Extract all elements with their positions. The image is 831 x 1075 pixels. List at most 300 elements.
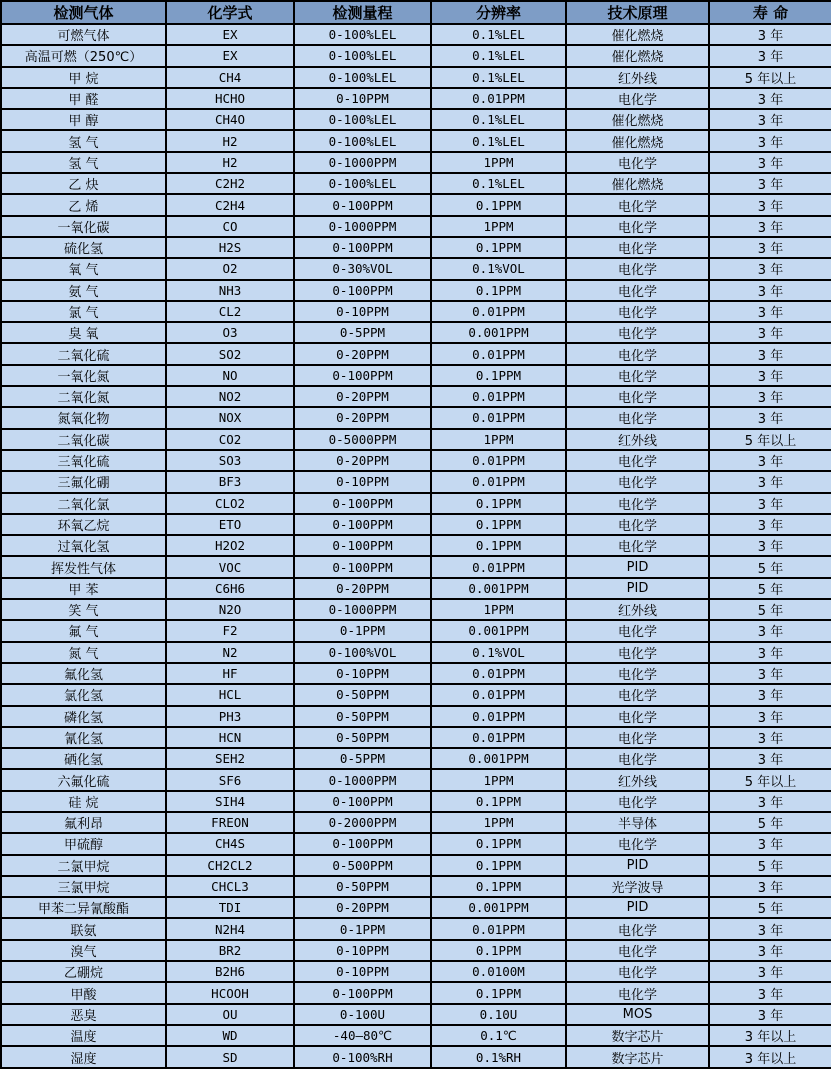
- cell-principle: 电化学: [566, 194, 709, 215]
- cell-range: 0-20PPM: [294, 897, 431, 918]
- cell-lifespan: 3 年: [709, 258, 831, 279]
- cell-range: 0-50PPM: [294, 684, 431, 705]
- cell-lifespan: 3 年: [709, 940, 831, 961]
- table-row: [1, 876, 831, 897]
- cell-formula: CHCL3: [166, 876, 294, 897]
- cell-formula: SEH2: [166, 748, 294, 769]
- cell-lifespan: 3 年: [709, 684, 831, 705]
- cell-range: 0-10PPM: [294, 663, 431, 684]
- table-row: [1, 1046, 831, 1068]
- col-header-formula: 化学式: [166, 1, 294, 24]
- cell-resolution: 0.01PPM: [431, 918, 566, 939]
- cell-resolution: 0.1PPM: [431, 194, 566, 215]
- cell-lifespan: 3 年: [709, 343, 831, 364]
- cell-principle: PID: [566, 578, 709, 599]
- table-row: [1, 663, 831, 684]
- cell-lifespan: 3 年: [709, 45, 831, 66]
- cell-lifespan: 5 年以上: [709, 429, 831, 450]
- cell-gas: 挥发性气体: [1, 556, 166, 577]
- cell-principle: 催化燃烧: [566, 109, 709, 130]
- cell-formula: SF6: [166, 769, 294, 790]
- table-row: [1, 578, 831, 599]
- cell-range: 0-1000PPM: [294, 769, 431, 790]
- cell-lifespan: 3 年: [709, 982, 831, 1003]
- cell-lifespan: 3 年: [709, 152, 831, 173]
- cell-lifespan: 3 年: [709, 365, 831, 386]
- cell-formula: H2O2: [166, 535, 294, 556]
- table-row: [1, 429, 831, 450]
- cell-range: 0-100%LEL: [294, 173, 431, 194]
- cell-formula: CLO2: [166, 493, 294, 514]
- cell-range: 0-10PPM: [294, 471, 431, 492]
- cell-gas: 氧 气: [1, 258, 166, 279]
- cell-gas: 三氟化硼: [1, 471, 166, 492]
- cell-range: 0-100PPM: [294, 280, 431, 301]
- cell-resolution: 0.1PPM: [431, 876, 566, 897]
- cell-range: 0-20PPM: [294, 343, 431, 364]
- cell-principle: 电化学: [566, 535, 709, 556]
- cell-formula: N2O: [166, 599, 294, 620]
- cell-formula: NH3: [166, 280, 294, 301]
- cell-formula: N2: [166, 642, 294, 663]
- cell-gas: 六氟化硫: [1, 769, 166, 790]
- cell-range: 0-100PPM: [294, 791, 431, 812]
- cell-resolution: 0.01PPM: [431, 450, 566, 471]
- cell-range: 0-100%LEL: [294, 130, 431, 151]
- cell-range: 0-100%VOL: [294, 642, 431, 663]
- cell-formula: H2: [166, 130, 294, 151]
- cell-gas: 硅 烷: [1, 791, 166, 812]
- col-header-principle: 技术原理: [566, 1, 709, 24]
- cell-principle: 电化学: [566, 748, 709, 769]
- cell-lifespan: 3 年: [709, 791, 831, 812]
- cell-resolution: 0.001PPM: [431, 748, 566, 769]
- cell-formula: HCOOH: [166, 982, 294, 1003]
- cell-principle: 电化学: [566, 280, 709, 301]
- cell-lifespan: 5 年: [709, 855, 831, 876]
- cell-principle: 电化学: [566, 301, 709, 322]
- cell-resolution: 0.1%LEL: [431, 67, 566, 88]
- table-row: [1, 620, 831, 641]
- cell-lifespan: 5 年: [709, 578, 831, 599]
- cell-gas: 一氧化氮: [1, 365, 166, 386]
- cell-resolution: 0.01PPM: [431, 706, 566, 727]
- table-row: [1, 599, 831, 620]
- cell-formula: CO: [166, 216, 294, 237]
- cell-resolution: 0.1PPM: [431, 237, 566, 258]
- cell-principle: 红外线: [566, 429, 709, 450]
- cell-principle: 电化学: [566, 791, 709, 812]
- cell-principle: 电化学: [566, 706, 709, 727]
- cell-gas: 氰化氢: [1, 727, 166, 748]
- cell-formula: BF3: [166, 471, 294, 492]
- cell-resolution: 0.1%LEL: [431, 24, 566, 45]
- cell-formula: O3: [166, 322, 294, 343]
- cell-resolution: 1PPM: [431, 812, 566, 833]
- cell-range: 0-100U: [294, 1004, 431, 1025]
- cell-principle: 电化学: [566, 407, 709, 428]
- cell-gas: 甲酸: [1, 982, 166, 1003]
- cell-principle: PID: [566, 556, 709, 577]
- cell-gas: 氟利昂: [1, 812, 166, 833]
- cell-lifespan: 3 年: [709, 663, 831, 684]
- cell-formula: NO2: [166, 386, 294, 407]
- col-header-range: 检测量程: [294, 1, 431, 24]
- cell-formula: ETO: [166, 514, 294, 535]
- cell-principle: 半导体: [566, 812, 709, 833]
- table-row: [1, 343, 831, 364]
- table-row: [1, 982, 831, 1003]
- cell-formula: VOC: [166, 556, 294, 577]
- cell-lifespan: 3 年: [709, 706, 831, 727]
- cell-resolution: 0.01PPM: [431, 301, 566, 322]
- cell-resolution: 0.1PPM: [431, 535, 566, 556]
- cell-lifespan: 3 年: [709, 407, 831, 428]
- cell-gas: 恶臭: [1, 1004, 166, 1025]
- cell-gas: 二氯甲烷: [1, 855, 166, 876]
- cell-resolution: 0.1%LEL: [431, 109, 566, 130]
- cell-resolution: 0.10U: [431, 1004, 566, 1025]
- table-row: [1, 918, 831, 939]
- table-row: [1, 67, 831, 88]
- cell-lifespan: 3 年: [709, 386, 831, 407]
- cell-gas: 三氯甲烷: [1, 876, 166, 897]
- cell-gas: 二氧化氯: [1, 493, 166, 514]
- cell-principle: 光学波导: [566, 876, 709, 897]
- cell-principle: 电化学: [566, 322, 709, 343]
- cell-formula: H2S: [166, 237, 294, 258]
- cell-gas: 臭 氧: [1, 322, 166, 343]
- cell-range: 0-100PPM: [294, 194, 431, 215]
- cell-lifespan: 3 年: [709, 88, 831, 109]
- cell-lifespan: 3 年以上: [709, 1046, 831, 1068]
- cell-formula: CH4S: [166, 833, 294, 854]
- table-row: [1, 365, 831, 386]
- cell-lifespan: 5 年: [709, 556, 831, 577]
- cell-formula: NOX: [166, 407, 294, 428]
- cell-formula: C2H2: [166, 173, 294, 194]
- cell-lifespan: 3 年: [709, 535, 831, 556]
- cell-range: 0-100%RH: [294, 1046, 431, 1068]
- cell-formula: HF: [166, 663, 294, 684]
- cell-gas: 氟 气: [1, 620, 166, 641]
- cell-lifespan: 3 年: [709, 1004, 831, 1025]
- table-row: [1, 791, 831, 812]
- cell-gas: 联氨: [1, 918, 166, 939]
- cell-principle: 电化学: [566, 940, 709, 961]
- cell-gas: 高温可燃（250℃）: [1, 45, 166, 66]
- table-row: [1, 237, 831, 258]
- cell-resolution: 0.01PPM: [431, 386, 566, 407]
- cell-resolution: 0.001PPM: [431, 897, 566, 918]
- cell-formula: SIH4: [166, 791, 294, 812]
- cell-resolution: 0.1%LEL: [431, 130, 566, 151]
- cell-gas: 硫化氢: [1, 237, 166, 258]
- cell-gas: 磷化氢: [1, 706, 166, 727]
- cell-lifespan: 3 年: [709, 173, 831, 194]
- col-header-resolution: 分辨率: [431, 1, 566, 24]
- cell-principle: 红外线: [566, 769, 709, 790]
- cell-formula: SO3: [166, 450, 294, 471]
- cell-formula: CH4: [166, 67, 294, 88]
- table-row: [1, 812, 831, 833]
- cell-gas: 氮氧化物: [1, 407, 166, 428]
- cell-gas: 二氧化硫: [1, 343, 166, 364]
- table-row: [1, 748, 831, 769]
- table-row: [1, 1004, 831, 1025]
- table-row: [1, 493, 831, 514]
- cell-lifespan: 5 年: [709, 897, 831, 918]
- table-row: [1, 706, 831, 727]
- cell-formula: BR2: [166, 940, 294, 961]
- table-row: [1, 1025, 831, 1046]
- cell-gas: 乙 炔: [1, 173, 166, 194]
- cell-principle: 催化燃烧: [566, 24, 709, 45]
- cell-formula: C2H4: [166, 194, 294, 215]
- cell-formula: SD: [166, 1046, 294, 1068]
- cell-formula: PH3: [166, 706, 294, 727]
- cell-range: -40—80℃: [294, 1025, 431, 1046]
- cell-lifespan: 3 年: [709, 322, 831, 343]
- cell-gas: 甲 醛: [1, 88, 166, 109]
- cell-formula: HCN: [166, 727, 294, 748]
- cell-range: 0-1PPM: [294, 620, 431, 641]
- cell-range: 0-20PPM: [294, 450, 431, 471]
- cell-formula: WD: [166, 1025, 294, 1046]
- cell-resolution: 0.01PPM: [431, 663, 566, 684]
- cell-resolution: 0.1℃: [431, 1025, 566, 1046]
- cell-resolution: 0.0100M: [431, 961, 566, 982]
- cell-resolution: 0.1%VOL: [431, 642, 566, 663]
- cell-resolution: 0.1PPM: [431, 833, 566, 854]
- cell-principle: 电化学: [566, 727, 709, 748]
- cell-lifespan: 3 年: [709, 237, 831, 258]
- cell-range: 0-100PPM: [294, 556, 431, 577]
- table-row: [1, 152, 831, 173]
- cell-principle: 电化学: [566, 450, 709, 471]
- cell-lifespan: 3 年: [709, 642, 831, 663]
- cell-principle: MOS: [566, 1004, 709, 1025]
- cell-formula: O2: [166, 258, 294, 279]
- cell-lifespan: 3 年: [709, 918, 831, 939]
- cell-resolution: 0.001PPM: [431, 322, 566, 343]
- cell-principle: 催化燃烧: [566, 45, 709, 66]
- cell-range: 0-5PPM: [294, 748, 431, 769]
- cell-lifespan: 5 年: [709, 812, 831, 833]
- cell-resolution: 1PPM: [431, 599, 566, 620]
- cell-principle: 电化学: [566, 343, 709, 364]
- table-row: [1, 216, 831, 237]
- cell-resolution: 1PPM: [431, 216, 566, 237]
- cell-gas: 甲 烷: [1, 67, 166, 88]
- cell-lifespan: 3 年: [709, 961, 831, 982]
- table-row: [1, 88, 831, 109]
- cell-formula: OU: [166, 1004, 294, 1025]
- cell-gas: 乙硼烷: [1, 961, 166, 982]
- table-row: [1, 471, 831, 492]
- cell-range: 0-50PPM: [294, 876, 431, 897]
- cell-principle: 电化学: [566, 216, 709, 237]
- cell-gas: 氯化氢: [1, 684, 166, 705]
- cell-gas: 氮 气: [1, 642, 166, 663]
- cell-resolution: 0.001PPM: [431, 578, 566, 599]
- cell-lifespan: 3 年: [709, 450, 831, 471]
- table-row: [1, 556, 831, 577]
- cell-gas: 氢 气: [1, 130, 166, 151]
- cell-formula: HCHO: [166, 88, 294, 109]
- cell-resolution: 0.1PPM: [431, 791, 566, 812]
- cell-gas: 氯 气: [1, 301, 166, 322]
- cell-gas: 过氧化氢: [1, 535, 166, 556]
- cell-gas: 环氧乙烷: [1, 514, 166, 535]
- cell-formula: FREON: [166, 812, 294, 833]
- cell-formula: CL2: [166, 301, 294, 322]
- cell-resolution: 0.01PPM: [431, 684, 566, 705]
- cell-lifespan: 3 年: [709, 24, 831, 45]
- table-row: [1, 514, 831, 535]
- cell-range: 0-100PPM: [294, 514, 431, 535]
- table-row: [1, 322, 831, 343]
- cell-range: 0-100PPM: [294, 982, 431, 1003]
- cell-principle: 电化学: [566, 88, 709, 109]
- table-row: [1, 684, 831, 705]
- cell-lifespan: 3 年: [709, 748, 831, 769]
- table-row: [1, 961, 831, 982]
- cell-resolution: 0.1%VOL: [431, 258, 566, 279]
- cell-range: 0-10PPM: [294, 88, 431, 109]
- cell-range: 0-100PPM: [294, 535, 431, 556]
- col-header-gas: 检测气体: [1, 1, 166, 24]
- cell-principle: PID: [566, 897, 709, 918]
- cell-resolution: 0.01PPM: [431, 407, 566, 428]
- cell-resolution: 0.01PPM: [431, 727, 566, 748]
- cell-range: 0-5PPM: [294, 322, 431, 343]
- table-row: [1, 109, 831, 130]
- table-row: [1, 280, 831, 301]
- cell-resolution: 0.01PPM: [431, 88, 566, 109]
- cell-gas: 湿度: [1, 1046, 166, 1068]
- cell-formula: C6H6: [166, 578, 294, 599]
- cell-lifespan: 3 年: [709, 620, 831, 641]
- cell-formula: HCL: [166, 684, 294, 705]
- cell-gas: 可燃气体: [1, 24, 166, 45]
- cell-range: 0-2000PPM: [294, 812, 431, 833]
- cell-range: 0-1PPM: [294, 918, 431, 939]
- table-body: [1, 24, 831, 1068]
- cell-range: 0-20PPM: [294, 578, 431, 599]
- cell-principle: 电化学: [566, 365, 709, 386]
- cell-principle: PID: [566, 855, 709, 876]
- cell-lifespan: 3 年: [709, 109, 831, 130]
- table-row: [1, 173, 831, 194]
- cell-lifespan: 5 年以上: [709, 67, 831, 88]
- cell-formula: NO: [166, 365, 294, 386]
- col-header-lifespan: 寿 命: [709, 1, 831, 24]
- table-row: [1, 727, 831, 748]
- table-row: [1, 386, 831, 407]
- cell-gas: 二氧化氮: [1, 386, 166, 407]
- cell-range: 0-1000PPM: [294, 216, 431, 237]
- cell-lifespan: 5 年: [709, 599, 831, 620]
- cell-resolution: 0.1PPM: [431, 855, 566, 876]
- cell-range: 0-1000PPM: [294, 152, 431, 173]
- cell-range: 0-10PPM: [294, 940, 431, 961]
- cell-formula: H2: [166, 152, 294, 173]
- cell-gas: 甲 醇: [1, 109, 166, 130]
- table-row: [1, 855, 831, 876]
- cell-gas: 笑 气: [1, 599, 166, 620]
- cell-lifespan: 3 年: [709, 194, 831, 215]
- header-row: [1, 1, 831, 24]
- cell-principle: 电化学: [566, 258, 709, 279]
- cell-formula: EX: [166, 45, 294, 66]
- cell-resolution: 0.1PPM: [431, 493, 566, 514]
- cell-principle: 电化学: [566, 620, 709, 641]
- cell-gas: 乙 烯: [1, 194, 166, 215]
- cell-principle: 电化学: [566, 833, 709, 854]
- cell-resolution: 0.1PPM: [431, 280, 566, 301]
- cell-resolution: 0.1%RH: [431, 1046, 566, 1068]
- cell-principle: 催化燃烧: [566, 173, 709, 194]
- cell-principle: 数字芯片: [566, 1046, 709, 1068]
- cell-lifespan: 3 年: [709, 493, 831, 514]
- cell-formula: B2H6: [166, 961, 294, 982]
- cell-range: 0-100%LEL: [294, 109, 431, 130]
- cell-resolution: 0.1PPM: [431, 982, 566, 1003]
- cell-gas: 甲苯二异氰酸酯: [1, 897, 166, 918]
- cell-resolution: 1PPM: [431, 769, 566, 790]
- cell-range: 0-100%LEL: [294, 45, 431, 66]
- table-row: [1, 897, 831, 918]
- cell-range: 0-100%LEL: [294, 24, 431, 45]
- cell-resolution: 1PPM: [431, 152, 566, 173]
- table-row: [1, 642, 831, 663]
- cell-resolution: 1PPM: [431, 429, 566, 450]
- cell-formula: N2H4: [166, 918, 294, 939]
- cell-range: 0-100PPM: [294, 833, 431, 854]
- cell-gas: 氟化氢: [1, 663, 166, 684]
- cell-range: 0-10PPM: [294, 301, 431, 322]
- cell-principle: 电化学: [566, 961, 709, 982]
- cell-resolution: 0.01PPM: [431, 343, 566, 364]
- table-row: [1, 940, 831, 961]
- cell-formula: CH4O: [166, 109, 294, 130]
- cell-range: 0-1000PPM: [294, 599, 431, 620]
- cell-range: 0-50PPM: [294, 727, 431, 748]
- cell-range: 0-500PPM: [294, 855, 431, 876]
- cell-lifespan: 3 年: [709, 876, 831, 897]
- cell-range: 0-50PPM: [294, 706, 431, 727]
- cell-resolution: 0.01PPM: [431, 471, 566, 492]
- cell-principle: 电化学: [566, 471, 709, 492]
- cell-lifespan: 3 年: [709, 833, 831, 854]
- cell-gas: 二氧化碳: [1, 429, 166, 450]
- cell-lifespan: 3 年: [709, 130, 831, 151]
- cell-resolution: 0.1PPM: [431, 940, 566, 961]
- cell-principle: 电化学: [566, 684, 709, 705]
- cell-lifespan: 5 年以上: [709, 769, 831, 790]
- table-row: [1, 833, 831, 854]
- cell-principle: 数字芯片: [566, 1025, 709, 1046]
- cell-formula: SO2: [166, 343, 294, 364]
- cell-gas: 甲硫醇: [1, 833, 166, 854]
- cell-gas: 氢 气: [1, 152, 166, 173]
- cell-range: 0-20PPM: [294, 386, 431, 407]
- cell-principle: 电化学: [566, 918, 709, 939]
- cell-principle: 红外线: [566, 67, 709, 88]
- cell-formula: TDI: [166, 897, 294, 918]
- cell-range: 0-100PPM: [294, 365, 431, 386]
